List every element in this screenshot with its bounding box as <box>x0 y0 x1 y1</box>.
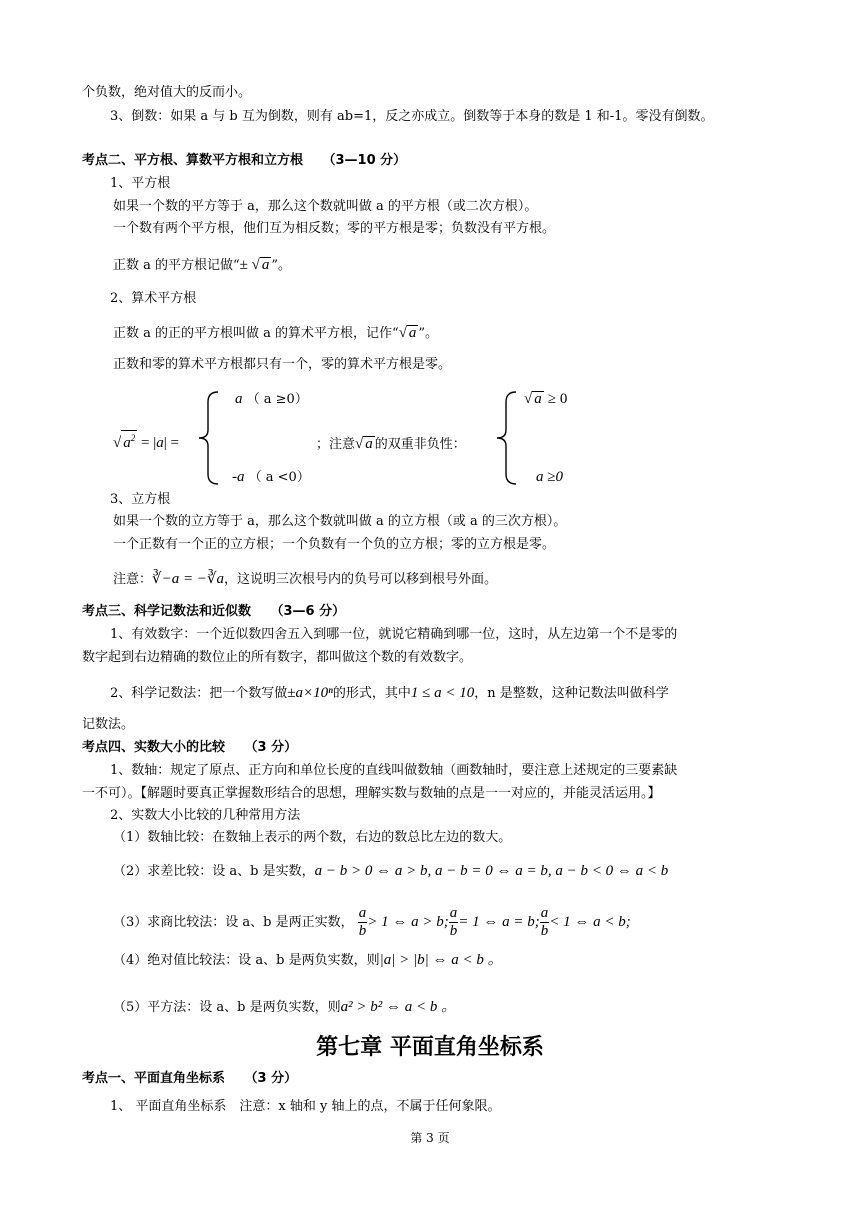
text-line: 记数法。 <box>82 717 135 732</box>
text: ”。 <box>271 258 292 273</box>
text-line: 一不可）。【解题时要真正掌握数形结合的思想，理解实数与数轴的点是一一对应的，并能灵活运用。】 <box>82 786 661 801</box>
page-number: 第 3 页 <box>410 1131 450 1145</box>
plus-minus: ± <box>239 257 252 273</box>
radicand-nonneg: a ≥0 <box>536 469 563 485</box>
text-line: 如果一个数的立方等于 a，那么这个数就叫做 a 的立方根（或 a 的三次方根）。 <box>113 514 567 529</box>
text: 正数 a 的正的平方根叫做 a 的算术平方根，记作“ <box>113 326 399 341</box>
abs-formula: √ $a^2 = |a|$ = <box>113 430 179 453</box>
sqrt-nonneg: √ a ≥ 0 <box>524 391 568 407</box>
text-line: 3、立方根 <box>110 492 171 507</box>
text-line: 1、平方根 <box>110 176 171 191</box>
text-line: 2、实数大小比较的几种常用方法 <box>110 808 301 823</box>
text-line: 正数和零的算术平方根都只有一个，零的算术平方根是零。 <box>113 357 452 372</box>
section-heading: 考点一、平面直角坐标系 （3 分） <box>82 1071 298 1086</box>
text-line: 3、倒数：如果 a 与 b 互为倒数，则有 ab=1，反之亦成立。倒数等于本身的数是 1 和-1。零没有倒数。 <box>110 109 714 124</box>
section-heading: 考点三、科学记数法和近似数 （3—6 分） <box>82 604 346 619</box>
text-line: 个负数，绝对值大的反而小。 <box>82 85 252 100</box>
method-item: （3）求商比较法：设 a、b 是两正实数， $\frac{a}{b}$ > 1 ⇔ a > b; $\frac{a}{b}$ = 1 ⇔ a = b; $\frac{a}{b}$ < 1 ⇔ a < b; <box>113 905 631 939</box>
text-line: 1、数轴：规定了原点、正方向和单位长度的直线叫做数轴（画数轴时，要注意上述规定的三要素缺 <box>110 763 678 778</box>
text-line: 一个正数有一个正的立方根；一个负数有一个负的立方根；零的立方根是零。 <box>113 537 556 552</box>
radicand: a <box>408 325 417 341</box>
case-negative: -a （ a <0） <box>232 469 310 485</box>
section-heading: 考点二、平方根、算数平方根和立方根 （3—10 分） <box>82 153 407 168</box>
text-line: 数字起到右边精确的数位止的所有数字，都叫做这个数的有效数字。 <box>82 650 473 665</box>
nonneg-note: ；注意√ a 的双重非负性： <box>316 436 466 452</box>
section-heading: 考点四、实数大小的比较 （3 分） <box>82 740 298 755</box>
method-item: （5）平方法：设 a、b 是两负实数，则a² > b² ⇔ a < b 。 <box>113 999 457 1015</box>
cube-root-formula: ∛−a = −∛a <box>152 571 224 587</box>
formula-line: 正数 a 的平方根记做“± √ a ”。 <box>113 257 292 273</box>
text-line: 2、算术平方根 <box>110 291 197 306</box>
method-item: （4）绝对值比较法：设 a、b 是两负实数，则|a| > |b| ⇔ a < b 。 <box>113 952 503 968</box>
right-brace <box>494 390 518 486</box>
radicand: a <box>261 257 270 273</box>
formula-line: 正数 a 的正的平方根叫做 a 的算术平方根，记作“√ a ”。 <box>113 325 439 341</box>
text: 正数 a 的平方根记做“ <box>113 258 240 273</box>
method-item: （2）求差比较：设 a、b 是实数，a − b > 0 ⇔ a > b, a − b = 0 ⇔ a = b, a − b < 0 ⇔ a < b <box>113 863 669 879</box>
text-line: 一个数有两个平方根，他们互为相反数；零的平方根是零；负数没有平方根。 <box>113 221 556 236</box>
left-brace <box>196 390 220 486</box>
method-item: （1）数轴比较：在数轴上表示的两个数，右边的数总比左边的数大。 <box>113 830 512 845</box>
formula-line: 2、科学记数法：把一个数写做±a×10ⁿ的形式，其中1 ≤ a < 10，n 是整数，这种记数法叫做科学 <box>110 685 669 701</box>
text-line: 1、 平面直角坐标系 注意：x 轴和 y 轴上的点，不属于任何象限。 <box>110 1099 501 1114</box>
text-line: 1、有效数字：一个近似数四舍五入到哪一位，就说它精确到哪一位，这时，从左边第一个不是零的 <box>110 627 678 642</box>
text-line: 如果一个数的平方等于 a，那么这个数就叫做 a 的平方根（或二次方根）。 <box>113 199 538 214</box>
case-positive: a （ a ≥0） <box>235 391 308 407</box>
chapter-title: 第七章 平面直角坐标系 <box>316 1035 544 1060</box>
formula-line: 注意：∛−a = −∛a，这说明三次根号内的负号可以移到根号外面。 <box>113 571 498 587</box>
text: ”。 <box>418 326 439 341</box>
